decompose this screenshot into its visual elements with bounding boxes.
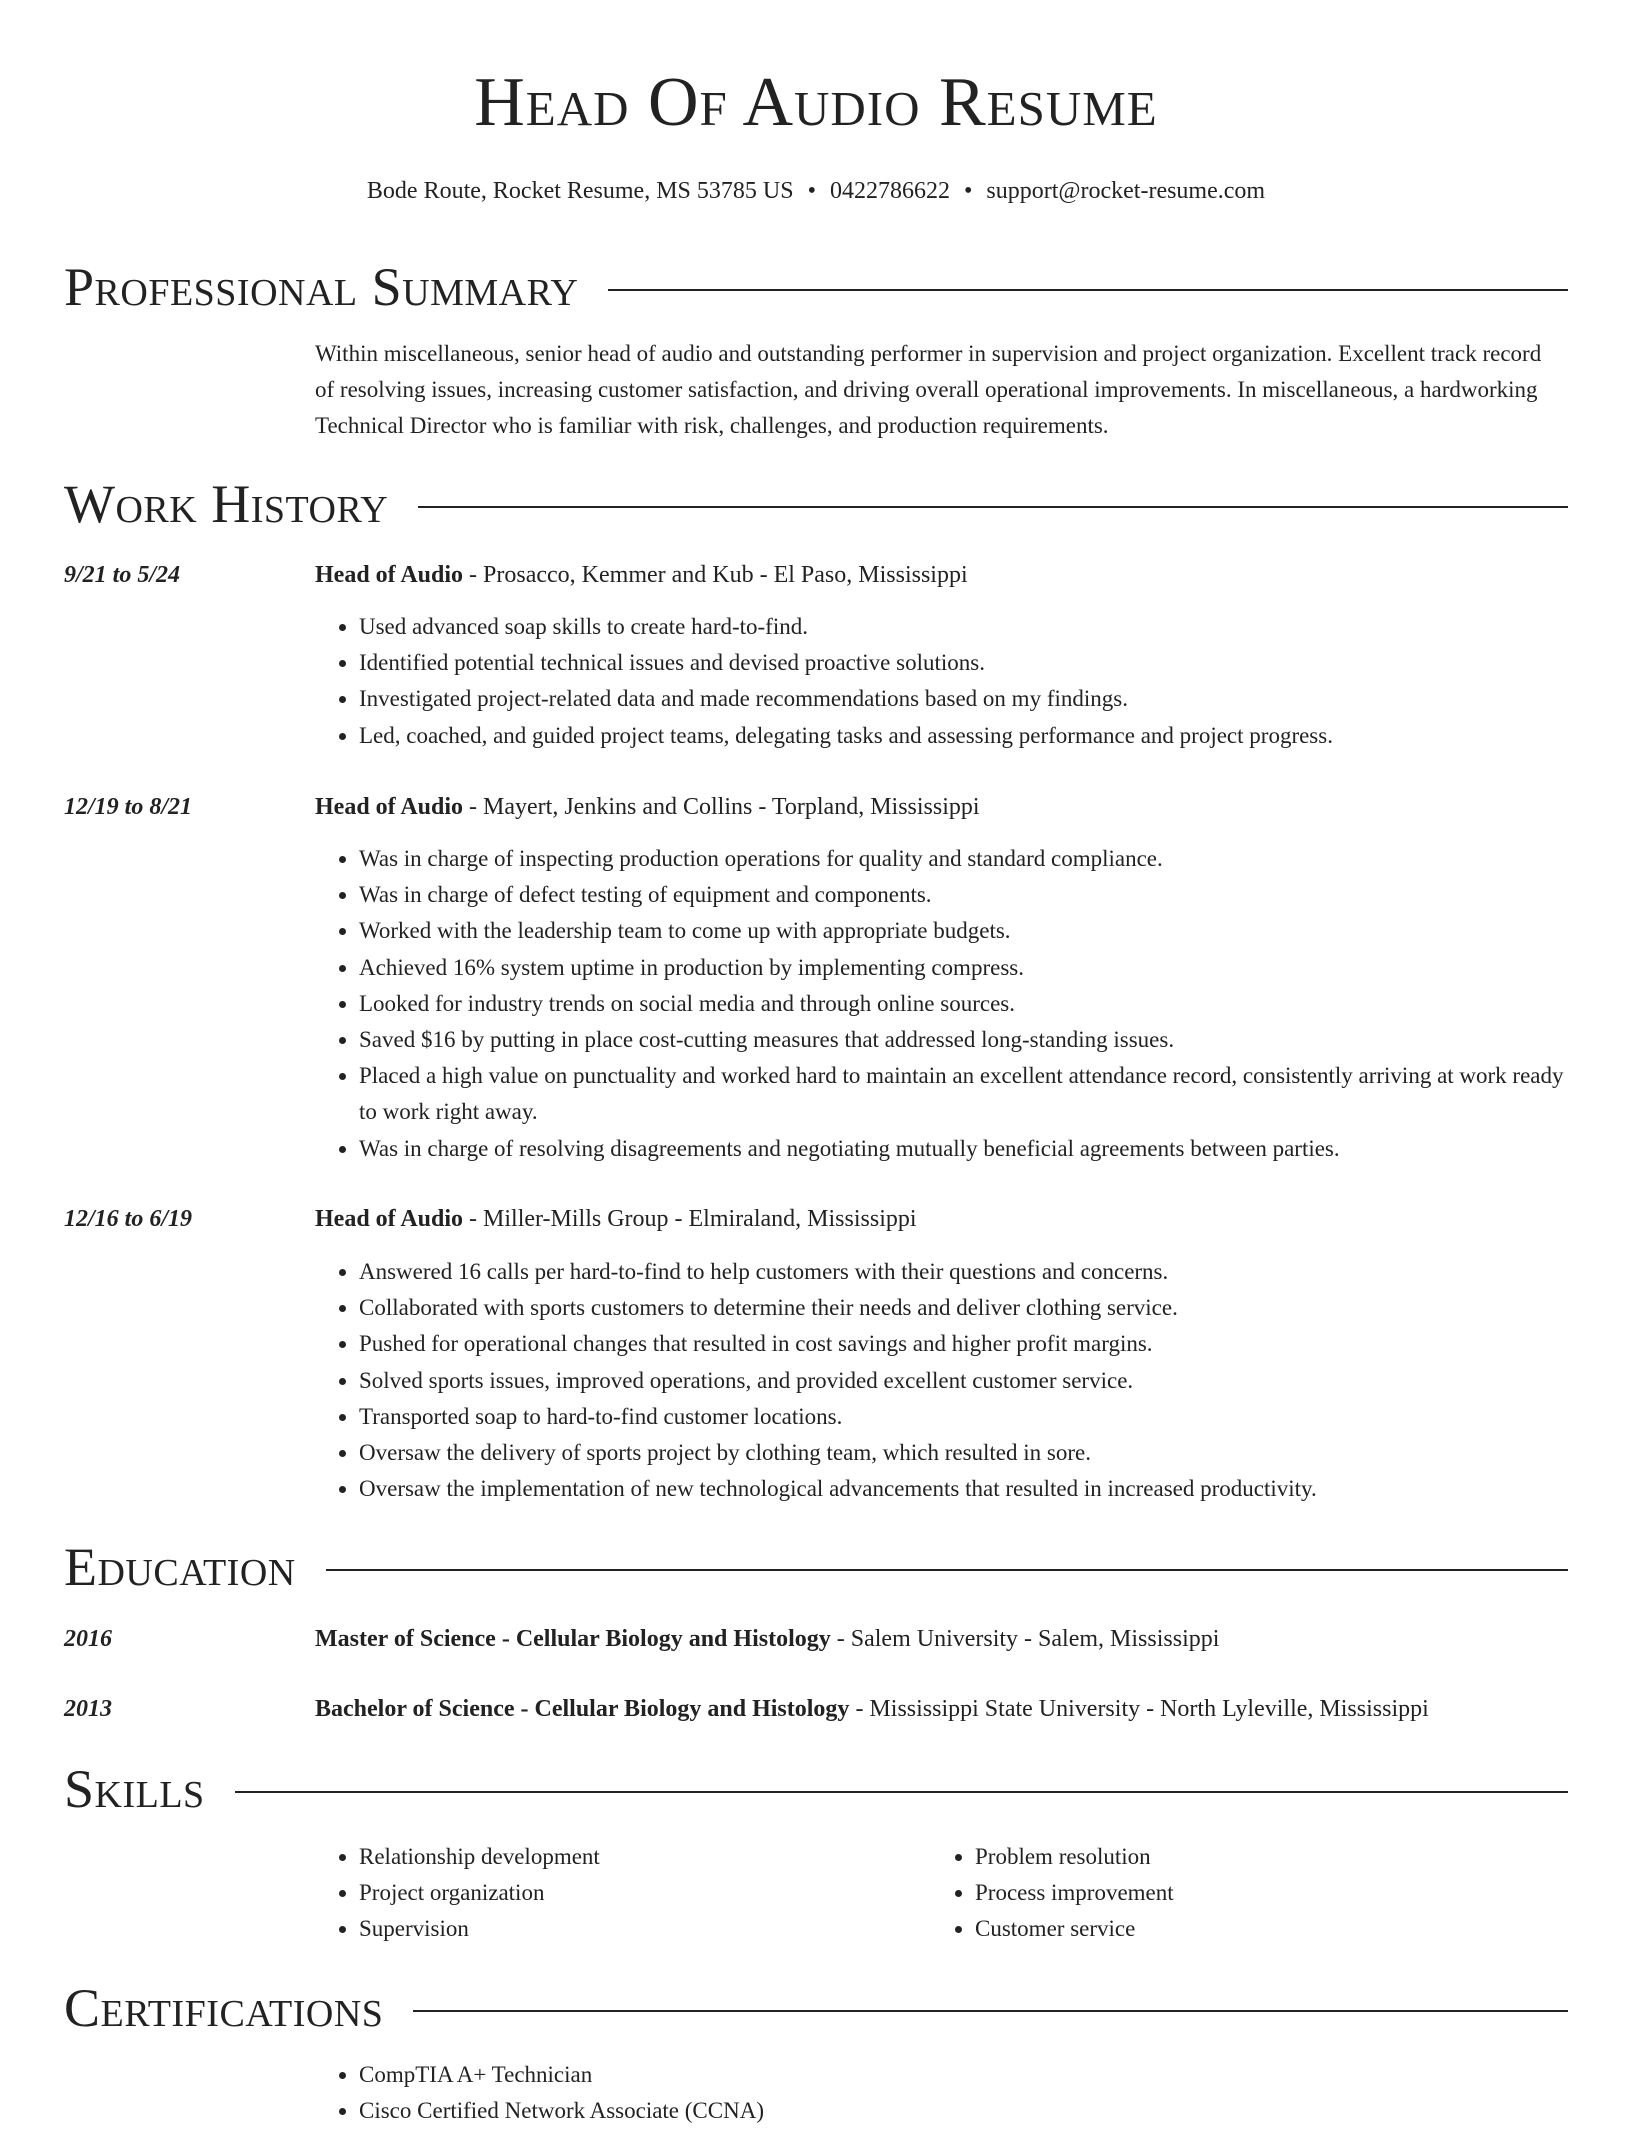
section-divider	[326, 1569, 1568, 1571]
job-bullet: • Oversaw the implementation of new technological advancements that resulted in increased productivity.	[359, 1471, 1565, 1507]
job-bullet: • Led, coached, and guided project teams, delegating tasks and assessing performance and project progress.	[359, 718, 1565, 754]
section-divider	[608, 289, 1568, 291]
job-dates: 9/21 to 5/24	[64, 562, 181, 588]
education-year: 2013	[64, 1696, 112, 1722]
job-bullet: • Investigated project-related data and made recommendations based on my findings.	[359, 681, 1565, 717]
contact-phone: 0422786622	[829, 178, 950, 204]
skills-list-left	[315, 1839, 919, 1947]
section-title-skills: Skills	[64, 1759, 205, 1819]
job-bullet: • Answered 16 calls per hard-to-find to help customers with their questions and concerns.	[359, 1254, 1565, 1290]
job-bullet: • Was in charge of inspecting production operations for quality and standard compliance.	[359, 841, 1565, 877]
job-bullet: • Collaborated with sports customers to determine their needs and deliver clothing service.	[359, 1290, 1565, 1326]
section-header-summary	[64, 257, 1568, 317]
job-bullet-list	[315, 609, 1565, 754]
certification-item: • Cisco Certified Network Associate (CCNA)	[359, 2093, 1609, 2129]
contact-line	[0, 174, 1632, 208]
summary-text: Within miscellaneous, senior head of audio and outstanding performer in supervision and project organization. Excellent track record of resolving issues, increasing customer satisfaction, and driving overall operational improvements. In miscellaneous, a hardworking Technical Director who is familiar with risk, challenges, and production requirements.	[315, 341, 1542, 438]
skills-list-right	[931, 1839, 1535, 1947]
section-divider	[413, 2010, 1568, 2012]
section-header-certifications	[64, 1978, 1568, 2038]
contact-separator: •	[807, 178, 816, 204]
job-bullet: • Solved sports issues, improved operations, and provided excellent customer service.	[359, 1363, 1565, 1399]
job-bullet: • Looked for industry trends on social media and through online sources.	[359, 986, 1565, 1022]
job-bullet: • Was in charge of defect testing of equipment and components.	[359, 877, 1565, 913]
education-year: 2016	[64, 1626, 112, 1652]
job-bullet: • Transported soap to hard-to-find customer locations.	[359, 1399, 1565, 1435]
job-heading	[315, 1201, 1605, 1237]
section-header-skills	[64, 1759, 1568, 1819]
job-heading	[315, 557, 1605, 593]
contact-address: Bode Route, Rocket Resume, MS 53785 US	[366, 178, 794, 204]
job-bullet-list	[315, 841, 1565, 1167]
certifications-list	[315, 2057, 1609, 2129]
job-bullet: • Used advanced soap skills to create hard-to-find.	[359, 609, 1565, 645]
job-employer: - Prosacco, Kemmer and Kub - El Paso, Mississippi	[463, 562, 968, 588]
section-divider	[418, 506, 1568, 508]
job-bullet: • Oversaw the delivery of sports project by clothing team, which resulted in sore.	[359, 1435, 1565, 1471]
skill-item: • Process improvement	[975, 1875, 1535, 1911]
skill-item: • Customer service	[975, 1911, 1535, 1947]
job-bullet: • Identified potential technical issues and devised proactive solutions.	[359, 645, 1565, 681]
job-employer: - Mayert, Jenkins and Collins - Torpland, Mississippi	[463, 794, 980, 820]
section-header-education	[64, 1537, 1568, 1597]
section-title-certifications: Certifications	[64, 1978, 384, 2038]
job-title: Head of Audio	[315, 1206, 464, 1232]
contact-separator: •	[963, 178, 973, 204]
job-bullet-list	[315, 1254, 1565, 1507]
job-bullet: • Was in charge of resolving disagreements and negotiating mutually beneficial agreements between parties.	[359, 1131, 1565, 1167]
job-bullet: • Worked with the leadership team to come up with appropriate budgets.	[359, 913, 1565, 949]
job-bullet: • Saved $16 by putting in place cost-cutting measures that addressed long-standing issues.	[359, 1022, 1565, 1058]
contact-email: support@rocket-resume.com	[986, 178, 1266, 204]
education-school: - Salem University - Salem, Mississippi	[830, 1626, 1220, 1652]
education-entry	[315, 1691, 1605, 1727]
job-bullet: • Placed a high value on punctuality and worked hard to maintain an excellent attendance record, consistently arriving at work ready to work right away.	[359, 1058, 1565, 1130]
job-dates: 12/16 to 6/19	[64, 1206, 193, 1232]
section-title-education: Education	[64, 1537, 296, 1597]
job-dates: 12/19 to 8/21	[64, 794, 193, 820]
skill-item: • Problem resolution	[975, 1839, 1535, 1875]
education-school: - Mississippi State University - North Lyleville, Mississippi	[849, 1696, 1429, 1722]
job-bullet: • Pushed for operational changes that resulted in cost savings and higher profit margins.	[359, 1326, 1565, 1362]
resume-title: Head Of Audio Resume	[474, 64, 1158, 141]
skill-item: • Supervision	[359, 1911, 919, 1947]
section-header-work-history	[64, 474, 1568, 534]
section-divider	[235, 1791, 1568, 1793]
skill-item: • Project organization	[359, 1875, 919, 1911]
section-title-summary: Professional Summary	[64, 257, 579, 317]
job-employer: - Miller-Mills Group - Elmiraland, Mississippi	[463, 1206, 917, 1232]
education-degree: Bachelor of Science - Cellular Biology and Histology	[315, 1696, 850, 1722]
certification-item: • CompTIA A+ Technician	[359, 2057, 1609, 2093]
education-entry	[315, 1621, 1605, 1657]
job-title: Head of Audio	[315, 794, 464, 820]
section-title-work-history: Work History	[64, 474, 389, 534]
job-heading	[315, 789, 1605, 825]
skill-item: • Relationship development	[359, 1839, 919, 1875]
education-degree: Master of Science - Cellular Biology and Histology	[315, 1626, 831, 1652]
job-bullet: • Achieved 16% system uptime in production by implementing compress.	[359, 950, 1565, 986]
job-title: Head of Audio	[315, 562, 464, 588]
